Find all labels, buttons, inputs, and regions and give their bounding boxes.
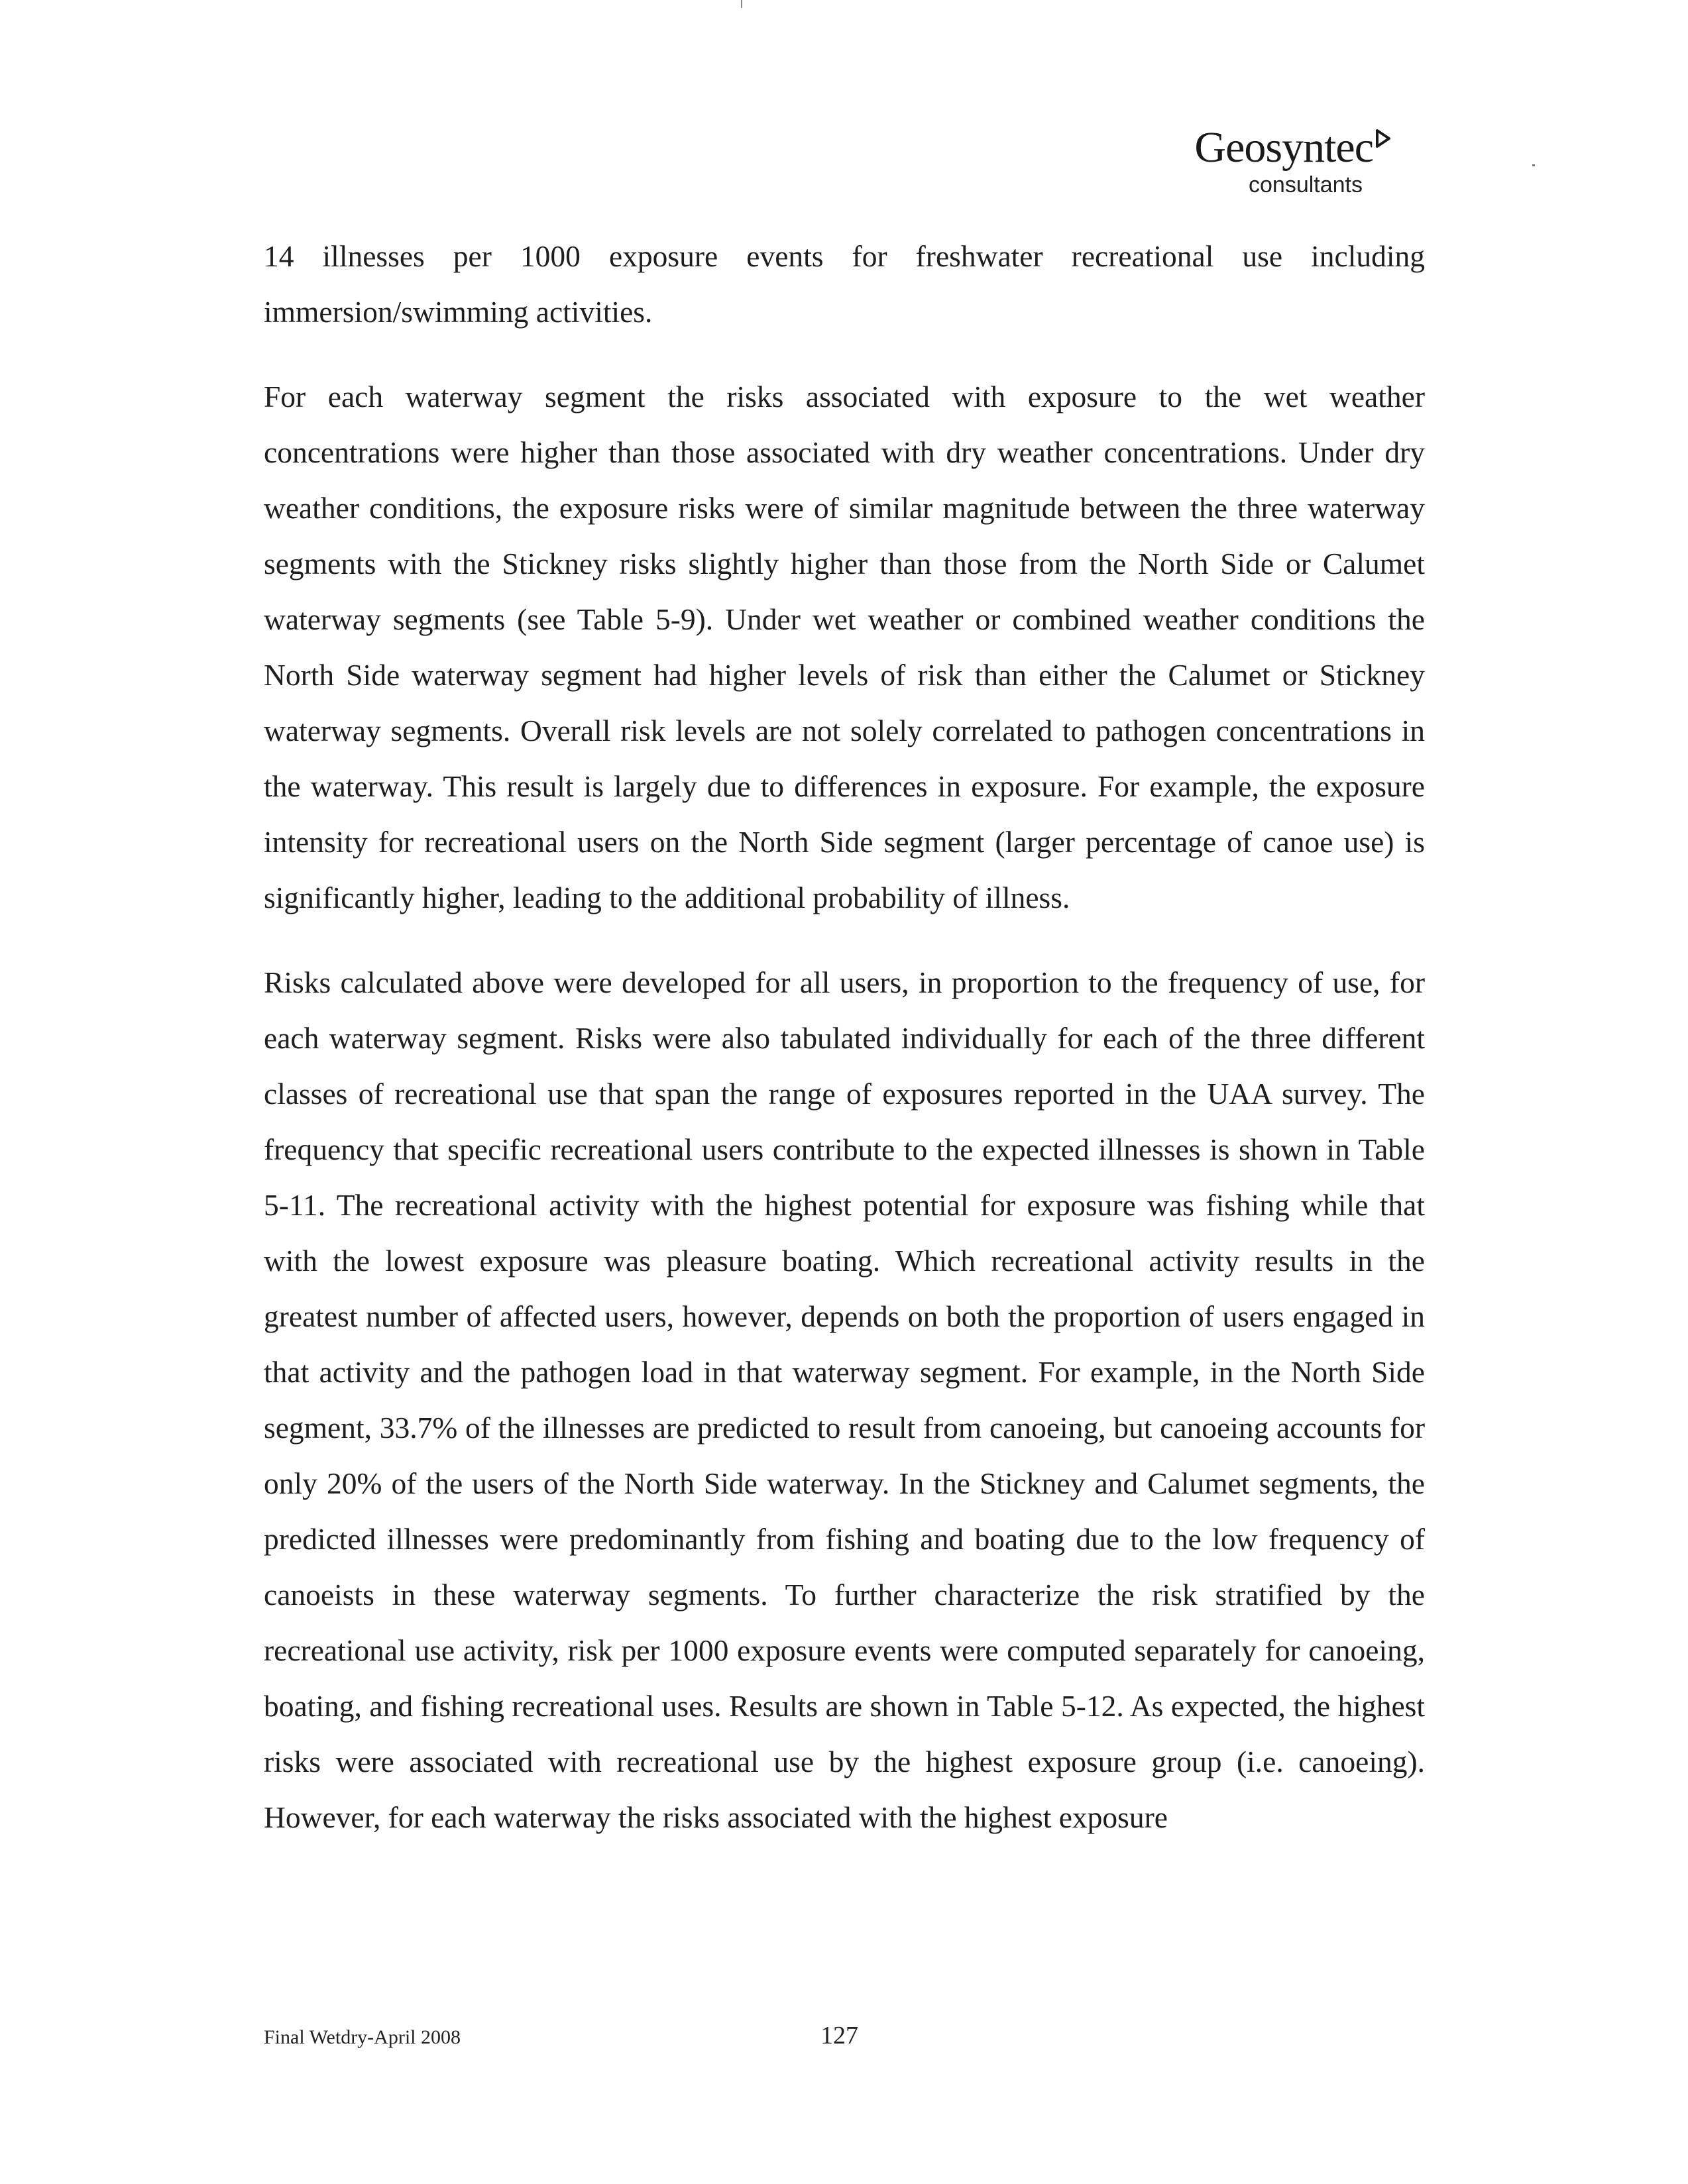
paragraph-2: For each waterway segment the risks associated with exposure to the wet weather concentrations were higher than those associated with dry weather concentrations. Under dry weather conditions, the exposure risks were of similar magnitude between the three waterway segments with the Stickney risks slightly higher than those from the North Side or Calumet waterway segments (see Table 5-9). Under wet weather or combined weather conditions the North Side waterway segment had higher levels of risk than either the Calumet or Stickney waterway segments. Overall risk levels are not solely correlated to pathogen concentrations in the waterway. This result is largely due to differences in exposure. For example, the exposure intensity for recreational users on the North Side segment (larger percentage of canoe use) is significantly higher, leading to the additional probability of illness.	[264, 380, 1425, 914]
footer-document-label: Final Wetdry-April 2008	[264, 2026, 461, 2048]
paragraph-3: Risks calculated above were developed for all users, in proportion to the frequency of use, for each waterway segment. Risks were also tabulated individually for each of the three different classes of recreational use that span the range of exposures reported in the UAA survey. The frequency that specific recreational users contribute to the expected illnesses is shown in Table 5-11. The recreational activity with the highest potential for exposure was fishing while that with the lowest exposure was pleasure boating. Which recreational activity results in the greatest number of affected users, however, depends on both the proportion of users engaged in that activity and the pathogen load in that waterway segment. For example, in the North Side segment, 33.7% of the illnesses are predicted to result from canoeing, but canoeing accounts for only 20% of the users of the North Side waterway. In the Stickney and Calumet segments, the predicted illnesses were predominantly from fishing and boating due to the low frequency of canoeists in these waterway segments. To further characterize the risk stratified by the recreational use activity, risk per 1000 exposure events were computed separately for canoeing, boating, and fishing recreational uses. Results are shown in Table 5-12. As expected, the highest risks were associated with recreational use by the highest exposure group (i.e. canoeing). However, for each waterway the risks associated with the highest exposure	[264, 965, 1425, 1834]
paragraph-1: 14 illnesses per 1000 exposure events for freshwater recreational use including immersion/swimming activities.	[264, 239, 1425, 329]
footer-page-number: 127	[820, 2022, 858, 2049]
body-text	[264, 229, 1425, 1875]
company-logo	[1194, 123, 1392, 197]
scan-artifact-side	[1532, 164, 1535, 166]
logo-triangle-icon	[1375, 129, 1392, 151]
logo-company-name: Geosyntec	[1194, 123, 1373, 172]
scan-artifact-top	[741, 0, 742, 8]
logo-subtitle: consultants	[1249, 172, 1363, 197]
